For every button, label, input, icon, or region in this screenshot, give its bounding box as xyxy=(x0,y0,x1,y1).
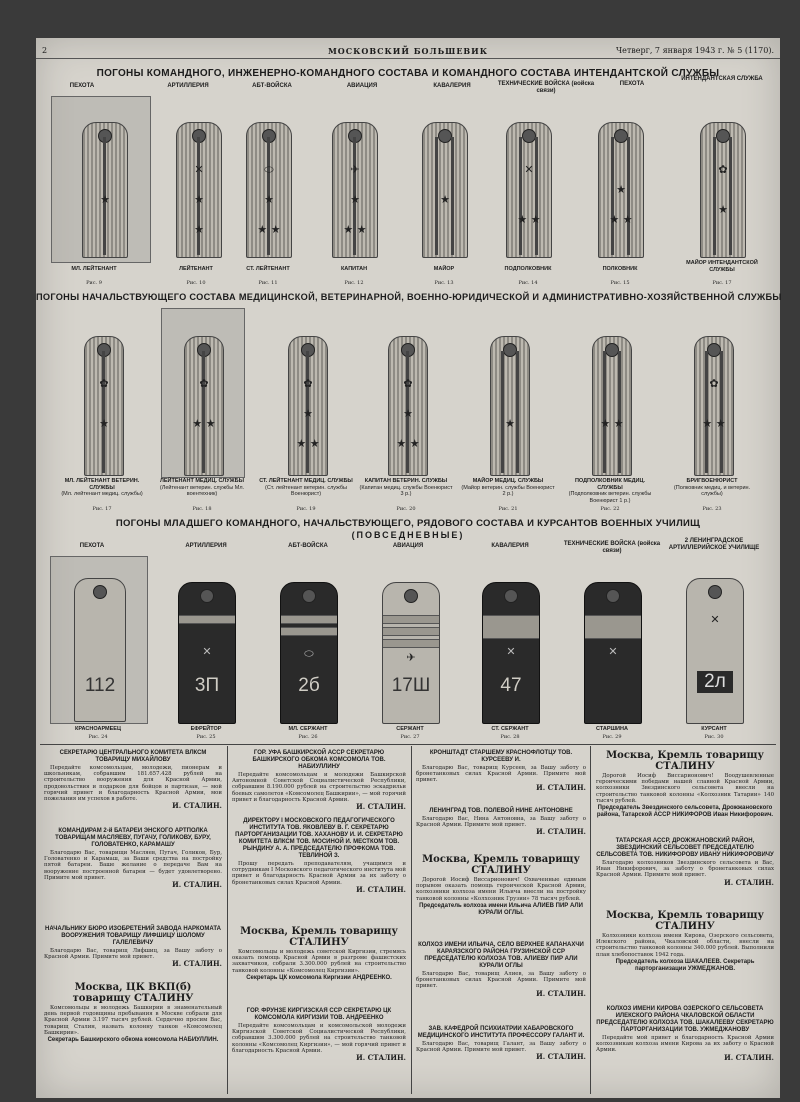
figure-number: Рис. 24 xyxy=(88,734,108,740)
newspaper-page xyxy=(36,38,780,1098)
rank-label: СТАРШИНА xyxy=(596,726,628,732)
rank-label: МЛ. ЛЕЙТЕНАНТ ВЕТЕРИН. СЛУЖБЫ (Мл. лейтенант медиц. службы) xyxy=(61,478,143,497)
shoulder-board: ★ xyxy=(422,122,468,258)
figure-number: Рис. 10 xyxy=(186,280,206,286)
figure-number: Рис. 9 xyxy=(86,280,102,286)
figure-number: Рис. 22 xyxy=(600,506,620,512)
figure-number: Рис. 23 xyxy=(702,506,722,512)
figure-number: Рис. 28 xyxy=(500,734,520,740)
shoulder-board: ✿ ★ ★ ★ xyxy=(388,336,428,476)
figure-number: Рис. 30 xyxy=(704,734,724,740)
col-head: АРТИЛЛЕРИЯ xyxy=(167,83,209,89)
shoulder-board: ✕ xyxy=(584,582,642,724)
col-head: 2 ЛЕНИНГРАДСКОЕ АРТИЛЛЕРИЙСКОЕ УЧИЛИЩЕ xyxy=(668,538,760,551)
figure-number: Рис. 25 xyxy=(196,734,216,740)
figure-number: Рис. 13 xyxy=(434,280,454,286)
col-head: ТЕХНИЧЕСКИЕ ВОЙСКА (войска связи) xyxy=(563,541,661,554)
telegram: КОЛХОЗ ИМЕНИ КИРОВА ОЗЕРСКОГО СЕЛЬСОВЕТА ИЛЕКСКОГО РАЙОНА ЧКАЛОВСКОЙ ОБЛАСТИ ПРЕДСЕДАТЕЛЮ КОЛХОЗА ТОВ. ШАКАЛЕЕВУ СЕКРЕТАРЮ ПАРТОРГАНИЗАЦИИ ТОВ. УЖМЕДЖАНОВУ Передайте мой привет и благодарность Красной Армии колхозникам колхоза имени Кирова за их заботу о Красной Армии. И. СТАЛИН. xyxy=(596,1006,774,1062)
shoulder-board: ✕ 2л xyxy=(686,578,744,724)
shoulder-board: ✕ 47 xyxy=(482,582,540,724)
rank-label: КАПИТАН ВЕТЕРИН. СЛУЖБЫ (Капитан медиц. службы Военюрист 3 р.) xyxy=(359,478,453,497)
telegram: Москва, Кремль товарищу СТАЛИНУ Дорогой Иосиф Виссарионович! Охваченные единым порывом оказать помощь героической Красной Армии, колхозники колхоза имени Ильича внесли на постройку танковой колонны «Колхозник Грузии» 78 тысяч рублей. Председатель колхоза имени Ильича АЛИЕВ ПИР АЛИ КУРАЛИ ОГЛЫ. xyxy=(416,854,586,916)
col-head: КАВАЛЕРИЯ xyxy=(433,83,471,89)
issue-date: Четверг, 7 января 1943 г. № 5 (1170). xyxy=(615,46,774,55)
col-head: ТЕХНИЧЕСКИЕ ВОЙСКА (войска связи) xyxy=(497,81,595,94)
shoulder-board: ✕ ★ ★ xyxy=(506,122,552,258)
figure-number: Рис. 11 xyxy=(258,280,278,286)
shoulder-board: ★ xyxy=(82,122,128,258)
section1-title: ПОГОНЫ КОМАНДНОГО, ИНЖЕНЕРНО-КОМАНДНОГО СОСТАВА И КОМАНДНОГО СОСТАВА ИНТЕНДАНТСКОЙ СЛУЖБЫ xyxy=(96,68,720,79)
rank-label: ЛЕЙТЕНАНТ xyxy=(179,266,213,272)
telegram: ЗАВ. КАФЕДРОЙ ПСИХИАТРИИ ХАБАРОВСКОГО МЕДИЦИНСКОГО ИНСТИТУТА ПРОФЕССОРУ ГАЛАНТ И. Благодарю Вас, товарищ Галант, за Вашу заботу о Красной Армии. Примите мой привет. И. СТАЛИН. xyxy=(416,1026,586,1062)
rank-label: МЛ. ЛЕЙТЕНАНТ xyxy=(71,266,117,272)
col-head: КАВАЛЕРИЯ xyxy=(491,543,529,549)
shoulder-board: ✿ ★ ★ ★ xyxy=(288,336,328,476)
rank-label: СЕРЖАНТ xyxy=(396,726,424,732)
telegram: НАЧАЛЬНИКУ БЮРО ИЗОБРЕТЕНИЙ ЗАВОДА НАРКОМАТА ВООРУЖЕНИЯ ТОВАРИЩУ ЛИФШИЦУ ШОЛОМУ ГАЛЕЛЕВИЧУ Благодарю Вас, товарищ Лифшиц, за Вашу заботу о Красной Армии. Примите мой привет. И. СТАЛИН. xyxy=(44,926,222,969)
col-head: ПЕХОТА xyxy=(79,543,105,549)
shoulder-board: ★ xyxy=(490,336,530,476)
section3-title: ПОГОНЫ МЛАДШЕГО КОМАНДНОГО, НАЧАЛЬСТВУЮЩЕГО, РЯДОВОГО СОСТАВА И КУРСАНТОВ ВОЕННЫХ УЧИЛИЩ xyxy=(115,518,701,529)
figure-number: Рис. 19 xyxy=(296,506,316,512)
masthead xyxy=(36,44,780,59)
telegram: ГОР. УФА БАШКИРСКОЙ АССР СЕКРЕТАРЮ БАШКИРСКОГО ОБКОМА КОМСОМОЛА ТОВ. НАБИУЛЛИНУ Передайте комсомольцам и молодежи Башкирской Автономной Советской Социалистической Республики, собравшим 8.190.000 рублей на строительство эскадрильи боевых самолетов «Комсомолец Башкирии», — мой горячий привет и благодарность Красной Армии. И. СТАЛИН. xyxy=(232,750,406,812)
col-head: АВИАЦИЯ xyxy=(346,83,378,89)
shoulder-board: ⬭ 2б xyxy=(280,582,338,724)
col-head: ИНТЕНДАНТСКАЯ СЛУЖБА xyxy=(681,76,763,82)
rank-label: МАЙОР ИНТЕНДАНТСКОЙ СЛУЖБЫ xyxy=(686,260,758,273)
page-number: 2 xyxy=(42,46,48,55)
col-head: АРТИЛЛЕРИЯ xyxy=(185,543,227,549)
telegram: ДИРЕКТОРУ I МОСКОВСКОГО ПЕДАГОГИЧЕСКОГО ИНСТИТУТА ТОВ. ЯКОВЛЕВУ В. Г. СЕКРЕТАРЮ ПАРТОРГАНИЗАЦИИ ТОВ. ХАХАНОВУ И. И. СЕКРЕТАРЮ КОМИТЕТА ВЛКСМ ТОВ. МОСИНОЙ И. МЕСТКОМ ТОВ. РЫНДИНУ А. А. ПРЕДСЕДАТЕЛЮ ПРОФКОМА ТОВ. ТЕВЛИНОЙ З. Прошу передать преподавателям, учащимся и сотрудникам I Московского педагогического института мой привет и благодарность Красной Армии за их заботу о бронетанковых силах Красной Армии. И. СТАЛИН. xyxy=(232,818,406,894)
rank-label: БРИГВОЕНЮРИСТ (Полковник медиц. и ветерин. службы) xyxy=(673,478,751,497)
shoulder-board: ✿ ★ ★ xyxy=(184,336,224,476)
telegram: ЛЕНИНГРАД ТОВ. ПОЛЕВОЙ НИНЕ АНТОНОВНЕ Благодарю Вас, Нина Антоновна, за Вашу заботу о Красной Армии. Примите мой привет. И. СТАЛИН. xyxy=(416,808,586,837)
section2-title: ПОГОНЫ НАЧАЛЬСТВУЮЩЕГО СОСТАВА МЕДИЦИНСКОЙ, ВЕТЕРИНАРНОЙ, ВОЕННО-ЮРИДИЧЕСКОЙ И АДМИНИСТРАТИВНО-ХОЗЯЙСТВЕННОЙ СЛУЖБЫ xyxy=(36,292,782,302)
shoulder-board: ✕ 3П xyxy=(178,582,236,724)
shoulder-board: 112 xyxy=(74,578,126,722)
shoulder-board: ★ ★ xyxy=(592,336,632,476)
rank-label: КУРСАНТ xyxy=(701,726,727,732)
shoulder-board: ★ ★ ★ xyxy=(598,122,644,258)
col-head: ПЕХОТА xyxy=(69,83,95,89)
figure-number: Рис. 20 xyxy=(396,506,416,512)
telegram: Москва, Кремль товарищу СТАЛИНУ Колхозники колхоза имени Кирова, Озерского сельсовета, Илекского района, Чкаловской области, внесли на строительство танковой колонны 340.000 рублей. Выполнили план хлебопоставок 1942 года. Председатель колхоза ШАКАЛЕЕВ. Секретарь парторганизации УЖМЕДЖАНОВ. xyxy=(596,910,774,972)
col-head: АБТ-ВОЙСКА xyxy=(288,543,328,549)
telegram: Москва, ЦК ВКП(б) товарищу СТАЛИНУ Комсомольцы и молодежь Башкирии в знаменательный день первой годовщины пребывания в Москве собрали для Красной Армии 3.197 тысяч рублей. Сердечно просим Вас, товарищ Сталин, назвать колонну танков «Комсомолец Башкирии». Секретарь Башкирского обкома комсомола НАБИУЛЛИН. xyxy=(44,982,222,1044)
column-rule xyxy=(590,746,591,1094)
rank-label: СТ. ЛЕЙТЕНАНТ xyxy=(246,266,290,272)
col-head: АВИАЦИЯ xyxy=(392,543,424,549)
rank-label: СТ. СЕРЖАНТ xyxy=(491,726,529,732)
rank-label: МАЙОР xyxy=(433,266,455,272)
rank-label: КАПИТАН xyxy=(340,266,368,272)
rank-label: ПОДПОЛКОВНИК МЕДИЦ. СЛУЖБЫ (Подполковник ветерин. службы Военюрист 1 р.) xyxy=(568,478,652,504)
newspaper-name: МОСКОВСКИЙ БОЛЬШЕВИК xyxy=(327,46,489,56)
column-rule xyxy=(411,746,412,1094)
rank-label: ЕФРЕЙТОР xyxy=(190,726,222,732)
figure-number: Рис. 29 xyxy=(602,734,622,740)
telegram: Москва, Кремль товарищу СТАЛИНУ Комсомольцы и молодежь советской Киргизии, стремясь оказать помощь Красной Армии в разгроме фашистских захватчиков, собрали 3.300.000 рублей на строительство танковой колонны «Комсомолец Киргизии». Секретарь ЦК комсомола Киргизии АНДРЕЕНКО. xyxy=(232,926,406,981)
shoulder-board: ✕ ★ ★ xyxy=(176,122,222,258)
shoulder-board: ✿ ★ xyxy=(84,336,124,476)
shoulder-board: ✿ ★ ★ xyxy=(694,336,734,476)
figure-number: Рис. 21 xyxy=(498,506,518,512)
col-head: АБТ-ВОЙСКА xyxy=(252,83,292,89)
rank-label: ЛЕЙТЕНАНТ МЕДИЦ. СЛУЖБЫ (Лейтенант ветерин. службы Мл. воентехник) xyxy=(159,478,245,497)
rank-label: МАЙОР МЕДИЦ. СЛУЖБЫ (Майор ветерин. службы Военюрист 2 р.) xyxy=(461,478,555,497)
rule xyxy=(40,744,776,745)
figure-number: Рис. 15 xyxy=(610,280,630,286)
col-head: ПЕХОТА xyxy=(619,81,645,87)
figure-number: Рис. 27 xyxy=(400,734,420,740)
shoulder-board: ✈ 17Ш xyxy=(382,582,440,724)
column-rule xyxy=(227,746,228,1094)
telegram: ТАТАРСКАЯ АССР, ДРОЖЖАНОВСКИЙ РАЙОН, ЗВЕЗДИНСКИЙ СЕЛЬСОВЕТ ПРЕДСЕДАТЕЛЮ СЕЛЬСОВЕТА ТОВ. НИКИФОРОВУ ИВАНУ НИКИФОРОВИЧУ Благодарю колхозников Звездинского сельсовета и Вас, Иван Никифорович, за заботу о бронетанковых силах Красной Армии. Примите мой привет. И. СТАЛИН. xyxy=(596,838,774,887)
telegram: СЕКРЕТАРЮ ЦЕНТРАЛЬНОГО КОМИТЕТА ВЛКСМ ТОВАРИЩУ МИХАЙЛОВУ Передайте комсомольцам, молодежи, пионерам и школьникам, собравшим 181.657.428 рублей на строительство вооружения для Красной Армии, продовольствия и подарков для бойцов и партизан, — мой горячий привет и благодарность Красной Армии, мои пожелания им успехов в работе. И. СТАЛИН. xyxy=(44,750,222,811)
figure-number: Рис. 18 xyxy=(192,506,212,512)
figure-number: Рис. 14 xyxy=(518,280,538,286)
telegram: ГОР. ФРУНЗЕ КИРГИЗСКАЯ ССР СЕКРЕТАРЮ ЦК КОМСОМОЛА КИРГИЗИИ ТОВ. АНДРЕЕНКО Передайте комсомольцам и комсомольской молодежи Киргизской Советской Социалистической Республики, собравшим 3.300.000 рублей на строительство танковой колонны «Комсомолец Киргизии», — мой горячий привет и благодарность Красной Армии. И. СТАЛИН. xyxy=(232,1008,406,1063)
section3-subtitle: (ПОВСЕДНЕВНЫЕ) xyxy=(351,530,465,540)
rank-label: СТ. ЛЕЙТЕНАНТ МЕДИЦ. СЛУЖБЫ (Ст. лейтенант ветерин. службы Военюрист) xyxy=(259,478,353,497)
telegram: КОМАНДИРАМ 2-й БАТАРЕИ ЭНСКОГО АРТПОЛКА ТОВАРИЩАМ МАСЛЯЕВУ, ПУГАЧУ, ГОЛИКОВУ, БУРУ, ГОЛОВАТЕНКО, КАРАМАШУ Благодарю Вас, товарищи Масляев, Пугач, Голиков, Бур, Головатенко и Карамаш, за Ваши средства на постройку пятой батареи. Ваше желание о передаче Вам на вооружение построенной батареи — будет удовлетворено. Примите мой привет. И. СТАЛИН. xyxy=(44,828,222,890)
telegram: КОЛХОЗ ИМЕНИ ИЛЬИЧА, СЕЛО ВЕРХНЕЕ КАПАНАХЧИ КАРАЯЗСКОГО РАЙОНА ГРУЗИНСКОЙ ССР ПРЕДСЕДАТЕЛЮ КОЛХОЗА ТОВ. АЛИЕВУ ПИР АЛИ КУРАЛИ ОГЛЫ Благодарю Вас, товарищ Алиев, за Вашу заботу о бронетанковых силах Красной Армии. Примите мой привет. И. СТАЛИН. xyxy=(416,942,586,998)
figure-number: Рис. 12 xyxy=(344,280,364,286)
figure-number: Рис. 17 xyxy=(92,506,112,512)
rank-label: КРАСНОАРМЕЕЦ xyxy=(75,726,121,732)
rank-label: ПОДПОЛКОВНИК xyxy=(504,266,552,272)
rank-label: ПОЛКОВНИК xyxy=(602,266,638,272)
figure-number: Рис. 26 xyxy=(298,734,318,740)
rank-label: МЛ. СЕРЖАНТ xyxy=(288,726,328,732)
shoulder-board: ✿ ★ xyxy=(700,122,746,258)
figure-number: Рис. 17 xyxy=(712,280,732,286)
shoulder-board: ⬭ ★ ★ ★ xyxy=(246,122,292,258)
telegram: КРОНШТАДТ СТАРШЕМУ КРАСНОФЛОТЦУ ТОВ. КУРСЕЕВУ И. Благодарю Вас, товарищ Курсеев, за Вашу заботу о бронетанковых силах Красной Армии. Примите мой привет. И. СТАЛИН. xyxy=(416,750,586,792)
telegram: Москва, Кремль товарищу СТАЛИНУ Дорогой Иосиф Виссарионович! Воодушевленные героическими победами нашей славной Красной Армии, колхозники Звездинского сельсовета внесли на строительство танковой колонны «Колхозник Татарии» 140 тысяч рублей. Председатель Звездинского сельсовета, Дрожжановского района, Татарской АССР НИКИФОРОВ Иван Никифорович. xyxy=(596,750,774,819)
shoulder-board: ✈ ★ ★ ★ xyxy=(332,122,378,258)
